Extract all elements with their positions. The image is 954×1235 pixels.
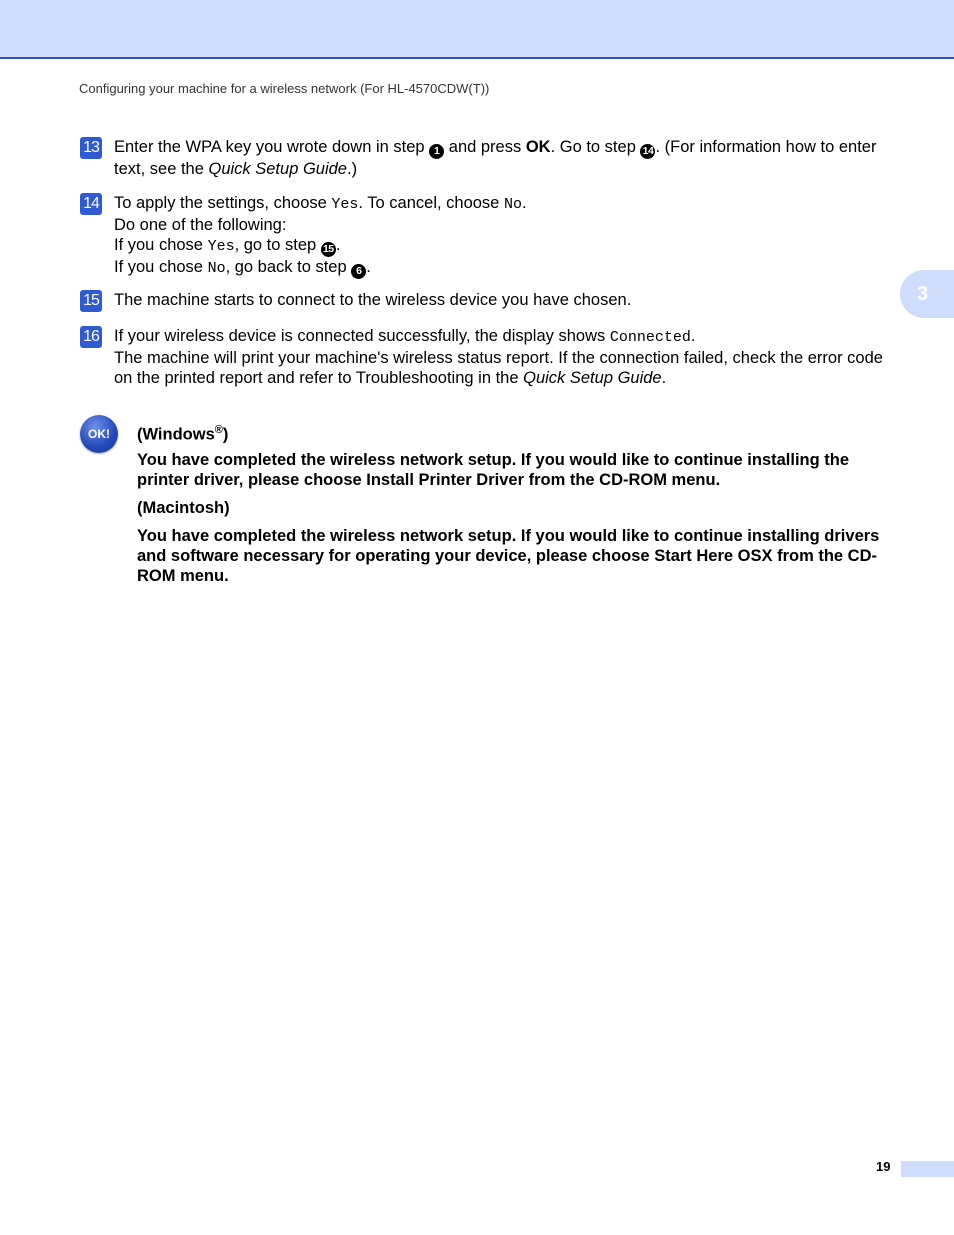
step-13 [80,137,890,179]
step-text: Enter the WPA key you wrote down in step 1 and press OK. Go to step 14 . (For information how to enter text, see the Quick Setup Guide.) [114,138,877,178]
lcd-option-yes: Yes [207,238,235,255]
note-windows-heading: (Windows®) [137,424,229,444]
ok-key-label: OK [525,138,551,156]
step-text: The machine starts to connect to the wireless device you have chosen. [114,291,632,309]
step-line: If your wireless device is connected successfully, the display shows Connected. [114,327,696,346]
lcd-message-connected: Connected [609,329,691,346]
step-15 [80,290,890,310]
lcd-option-no: No [207,260,226,277]
step-number-badge: 15 [80,290,102,312]
step-ref-badge: 15 [321,242,336,257]
lcd-option-no: No [503,196,522,213]
step-number-badge: 14 [80,193,102,215]
page-number: 19 [876,1159,891,1174]
registered-mark: ® [214,424,223,436]
page-number-tab [901,1161,954,1177]
running-header: Configuring your machine for a wireless network (For HL-4570CDW(T)) [79,81,490,96]
note-mac-text: You have completed the wireless network setup. If you would like to continue installing drivers and software necessary for operating your device, please choose Start Here OSX from the CD-ROM menu. [137,527,880,585]
step-line: To apply the settings, choose Yes. To cancel, choose No. [114,194,527,213]
step-line: The machine will print your machine's wireless status report. If the connection failed, check the error code on the printed report and refer to Troubleshooting in the Quick Setup Guide. [114,349,883,387]
top-banner [0,0,954,59]
step-14 [80,193,890,279]
step-line: If you chose Yes, go to step 15 . [114,236,341,255]
step-number-badge: 16 [80,326,102,348]
ok-badge-icon: OK! [80,415,118,453]
step-line: Do one of the following: [114,216,287,234]
guide-title: Quick Setup Guide [208,160,347,178]
note-mac-heading: (Macintosh) [137,499,230,517]
chapter-tab: 3 [900,270,954,318]
step-line: If you chose No, go back to step 6 . [114,258,371,277]
lcd-option-yes: Yes [331,196,359,213]
guide-title: Quick Setup Guide [523,369,662,387]
step-ref-badge: 6 [351,264,366,279]
step-16 [80,326,890,388]
note-windows-text: You have completed the wireless network setup. If you would like to continue installing the printer driver, please choose Install Printer Driver from the CD-ROM menu. [137,451,850,489]
step-ref-badge: 14 [640,144,655,159]
step-number-badge: 13 [80,137,102,159]
step-ref-badge: 1 [429,144,444,159]
